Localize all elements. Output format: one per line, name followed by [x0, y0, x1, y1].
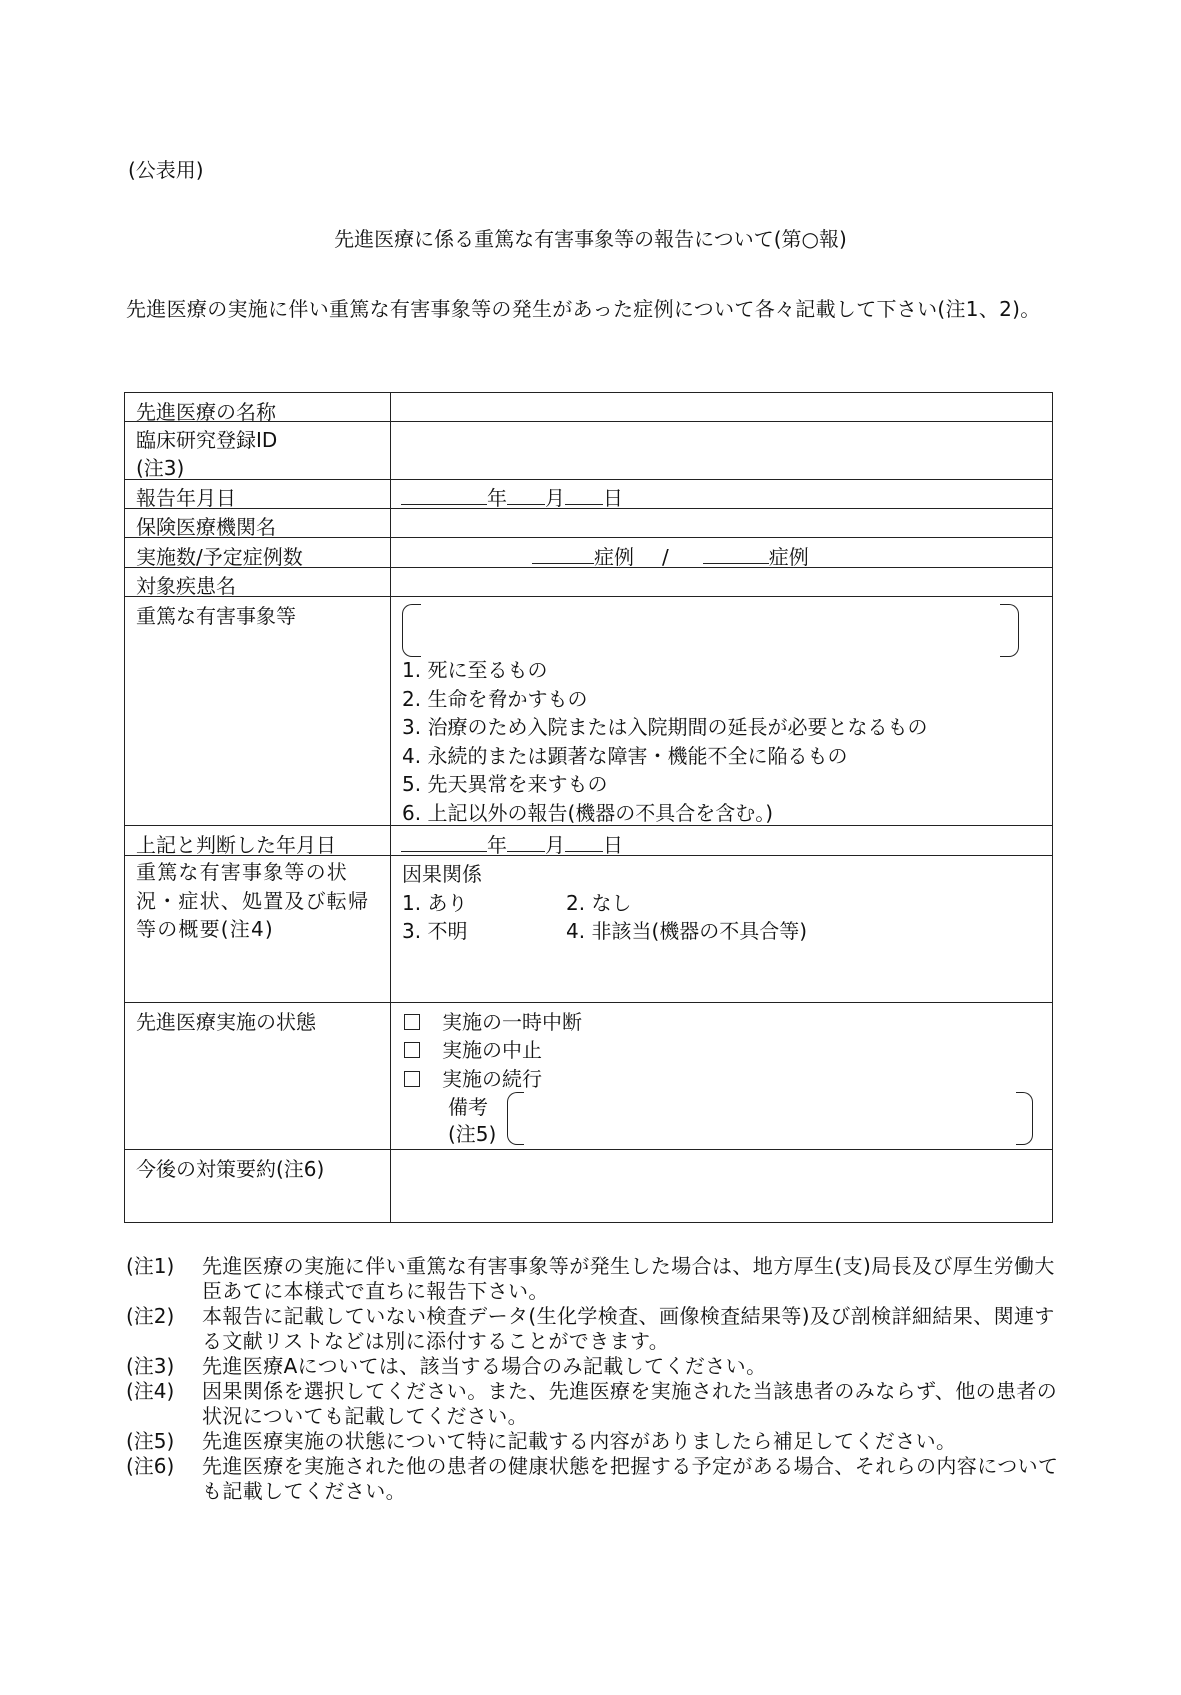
- status-option-stop[interactable]: 実施の中止: [404, 1034, 542, 1063]
- public-use-label: (公表用): [128, 158, 204, 182]
- right-bracket: [1000, 604, 1019, 657]
- note-item: (注1) 先進医療の実施に伴い重篤な有害事象等が発生した場合は、地方厚生(支)局長及び厚生労働大臣あてに本様式で直ちに報告下さい。: [126, 1254, 1055, 1303]
- cases-unit-2: 症例: [768, 545, 809, 569]
- causality-option[interactable]: 2. なし: [566, 891, 632, 915]
- summary-label-line: 重篤な有害事象等の状: [136, 860, 348, 884]
- column-divider: [390, 393, 391, 1222]
- summary-detail-field[interactable]: [395, 945, 1045, 999]
- judged-year-blank[interactable]: [401, 833, 487, 852]
- cases-unit: 症例: [594, 545, 634, 569]
- checkbox[interactable]: [404, 1071, 420, 1087]
- notes-section: [126, 1254, 1061, 1504]
- document-title: 先進医療に係る重篤な有害事象等の報告について(第○報): [334, 227, 847, 251]
- judged-month-blank[interactable]: [507, 833, 545, 852]
- left-bracket: [402, 604, 421, 657]
- serious-option[interactable]: 5. 先天異常を来すもの: [402, 772, 608, 796]
- serious-events-detail-field[interactable]: [421, 605, 996, 653]
- month-unit: 月: [545, 486, 565, 510]
- causality-label: 因果関係: [402, 862, 482, 886]
- report-year-blank[interactable]: [401, 486, 487, 505]
- report-day-blank[interactable]: [565, 486, 603, 505]
- judged-day-blank[interactable]: [565, 833, 603, 852]
- serious-option[interactable]: 1. 死に至るもの: [402, 658, 548, 682]
- left-bracket: [507, 1092, 524, 1145]
- disease-label: 対象疾患名: [136, 574, 236, 598]
- remarks-note: (注5): [448, 1122, 497, 1146]
- disease-field[interactable]: [395, 569, 1045, 595]
- registry-id-note: (注3): [136, 456, 185, 480]
- summary-label-line: 等の概要(注4): [136, 917, 274, 941]
- serious-option[interactable]: 4. 永続的または顕著な障害・機能不全に陥るもの: [402, 743, 848, 768]
- note-item: (注3) 先進医療Aについては、該当する場合のみ記載してください。: [126, 1354, 767, 1378]
- causality-option[interactable]: 4. 非該当(機器の不具合等): [566, 919, 808, 943]
- year-unit: 年: [487, 486, 507, 510]
- status-option-suspend[interactable]: 実施の一時中断: [404, 1006, 582, 1035]
- intro-text: 先進医療の実施に伴い重篤な有害事象等の発生があった症例について各々記載して下さい(注1、2)。: [126, 297, 1041, 321]
- report-month-blank[interactable]: [507, 486, 545, 505]
- registry-id-label: 臨床研究登録ID: [136, 428, 278, 452]
- note-item: (注6) 先進医療を実施された他の患者の健康状態を把握する予定がある場合、それらの内容についても記載してください。: [126, 1454, 1059, 1503]
- row-divider: [125, 596, 1052, 597]
- day-unit: 日: [603, 486, 623, 510]
- measures-field[interactable]: [395, 1151, 1045, 1219]
- report-date-field[interactable]: [401, 482, 623, 511]
- institution-field[interactable]: [395, 510, 1045, 536]
- checkbox[interactable]: [404, 1042, 420, 1058]
- report-date-label: 報告年月日: [136, 486, 236, 510]
- remarks-label: 備考: [448, 1095, 488, 1119]
- institution-label: 保険医療機関名: [136, 515, 276, 539]
- planned-cases-blank[interactable]: [703, 545, 769, 564]
- status-option-continue[interactable]: 実施の続行: [404, 1063, 542, 1092]
- serious-option[interactable]: 6. 上記以外の報告(機器の不具合を含む。): [402, 800, 774, 825]
- serious-option[interactable]: 2. 生命を脅かすもの: [402, 686, 588, 711]
- cases-separator: /: [662, 545, 669, 569]
- judged-date-label: 上記と判断した年月日: [136, 833, 336, 857]
- cases-field[interactable]: [532, 541, 809, 570]
- serious-events-options: [402, 656, 927, 827]
- summary-label: [136, 858, 369, 944]
- day-unit: 日: [603, 833, 623, 857]
- measures-label: 今後の対策要約(注6): [136, 1157, 325, 1181]
- causality-option[interactable]: 1. あり: [402, 891, 468, 915]
- registry-id-field[interactable]: [395, 423, 1045, 478]
- serious-events-label: 重篤な有害事象等: [136, 604, 296, 628]
- right-bracket: [1016, 1092, 1033, 1145]
- year-unit: 年: [487, 833, 507, 857]
- actual-cases-blank[interactable]: [532, 545, 594, 564]
- status-label: 先進医療実施の状態: [136, 1010, 316, 1034]
- serious-option[interactable]: 3. 治療のため入院または入院期間の延長が必要となるもの: [402, 715, 928, 739]
- cases-label: 実施数/予定症例数: [136, 545, 303, 569]
- note-item: (注4) 因果関係を選択してください。また、先進医療を実施された当該患者のみならず、他の患者の状況についても記載してください。: [126, 1379, 1058, 1428]
- judged-date-field[interactable]: [401, 829, 623, 858]
- summary-label-line: 況・症状、処置及び転帰: [136, 888, 370, 913]
- advanced-medical-name-field[interactable]: [395, 393, 1045, 420]
- row-divider: [125, 1149, 1052, 1150]
- advanced-medical-name-label: 先進医療の名称: [136, 400, 276, 424]
- causality-option[interactable]: 3. 不明: [402, 919, 468, 943]
- row-divider: [125, 479, 1052, 480]
- report-form-table: [124, 392, 1053, 1223]
- month-unit: 月: [545, 833, 565, 857]
- row-divider: [125, 1002, 1052, 1003]
- remarks-field[interactable]: [525, 1093, 1013, 1141]
- checkbox[interactable]: [404, 1014, 420, 1030]
- note-item: (注2) 本報告に記載していない検査データ(生化学検査、画像検査結果等)及び剖検詳細結果、関連する文献リストなどは別に添付することができます。: [126, 1304, 1055, 1353]
- note-item: (注5) 先進医療実施の状態について特に記載する内容がありましたら補足してください。: [126, 1429, 957, 1453]
